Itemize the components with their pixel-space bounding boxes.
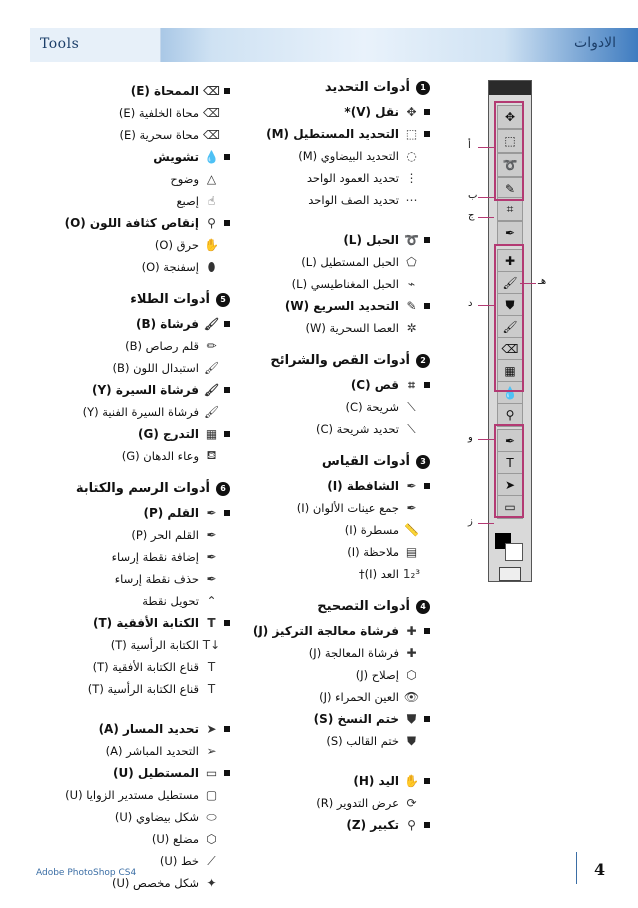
header-title-ar: الادوات bbox=[574, 35, 616, 51]
tool-label: التحديد المستطيل (M) bbox=[266, 127, 399, 141]
freeform-pen-icon: ✒ bbox=[206, 528, 217, 542]
tool-label: فرشاة السيرة الفنية (Y) bbox=[82, 405, 199, 419]
tool-row bbox=[70, 190, 230, 212]
polygonal-lasso-icon: ⬠ bbox=[406, 255, 417, 269]
tool-row bbox=[270, 730, 430, 752]
tool-label: مسطرة (I) bbox=[344, 523, 399, 537]
primary-tool-bullet bbox=[224, 431, 230, 437]
toolbox-label-d: د bbox=[468, 298, 473, 309]
tool-row bbox=[252, 620, 430, 642]
background-eraser-icon: ⌫ bbox=[203, 106, 220, 120]
primary-tool-bullet bbox=[424, 822, 430, 828]
tool-label: مضلع (U) bbox=[151, 832, 199, 846]
tool-row bbox=[266, 123, 430, 145]
tool-group bbox=[266, 80, 430, 339]
red-eye-icon: 👁 bbox=[403, 690, 420, 704]
tool-label: الحبل المغناطيسي (L) bbox=[291, 277, 399, 291]
tb-marquee-icon[interactable]: ⬚ bbox=[497, 129, 523, 153]
toolbox-connector-c bbox=[478, 217, 494, 218]
tb-lasso-icon[interactable]: ➰ bbox=[497, 153, 523, 177]
tool-label: فرشاة السيرة (Y) bbox=[91, 383, 199, 397]
tool-row bbox=[270, 475, 430, 497]
primary-tool-bullet bbox=[224, 154, 230, 160]
tool-row bbox=[70, 80, 230, 102]
slice-icon: ⟋ bbox=[407, 399, 416, 414]
tool-label: الكتابة الأفقية (T) bbox=[92, 616, 199, 630]
single-row-icon: ⋯ bbox=[405, 193, 418, 207]
group-number-badge: 3 bbox=[416, 455, 430, 469]
count-icon: 1₂³ bbox=[402, 567, 421, 581]
tb-shape-icon[interactable]: ▭ bbox=[497, 495, 523, 519]
tool-label: المستطيل (U) bbox=[113, 766, 199, 780]
tool-row bbox=[270, 497, 430, 519]
vertical-type-mask-icon: T bbox=[207, 682, 216, 696]
spot-healing-icon: ✚ bbox=[406, 624, 417, 638]
eyedropper-icon: ✒ bbox=[406, 479, 417, 493]
eraser-icon: ⌫ bbox=[203, 84, 220, 98]
header-title-en: Tools bbox=[40, 36, 80, 52]
tool-label: قلم رصاص (B) bbox=[125, 339, 199, 353]
toolbox-label-g: ز bbox=[468, 516, 473, 527]
art-history-brush-icon: 🖌 bbox=[203, 405, 220, 419]
tool-row bbox=[270, 664, 430, 686]
tool-label: وعاء الدهان (G) bbox=[121, 449, 199, 463]
history-brush-icon: 🖌 bbox=[203, 383, 220, 397]
quick-mask-button[interactable] bbox=[499, 567, 521, 581]
tool-row bbox=[270, 251, 430, 273]
tool-group-title bbox=[270, 353, 430, 368]
rotate-view-icon: ⟳ bbox=[406, 796, 417, 810]
ellipse-icon: ⬭ bbox=[206, 809, 217, 824]
group-title-text: أدوات القياس bbox=[321, 454, 410, 469]
tool-row bbox=[270, 145, 430, 167]
tool-label: نقل (V)* bbox=[344, 105, 399, 119]
group-number-badge: 6 bbox=[216, 482, 230, 496]
tool-label: القلم (P) bbox=[143, 506, 199, 520]
tool-label: تكبير (Z) bbox=[346, 818, 399, 832]
tool-row bbox=[70, 502, 230, 524]
toolbox-group-f-highlight bbox=[494, 424, 524, 518]
sharpen-icon: △ bbox=[206, 172, 217, 186]
convert-point-icon: ⌃ bbox=[206, 594, 217, 608]
magic-eraser-icon: ⌫ bbox=[203, 128, 220, 142]
tb-blur-icon[interactable]: 💧 bbox=[497, 381, 523, 405]
smudge-icon: ☝ bbox=[207, 194, 216, 208]
spacer bbox=[70, 700, 230, 718]
tool-row bbox=[70, 357, 230, 379]
toolbox-connector-f bbox=[478, 439, 494, 440]
tool-group bbox=[252, 599, 430, 836]
group-title-text: أدوات الطلاء bbox=[130, 292, 210, 307]
tool-row bbox=[270, 189, 430, 211]
toolbox-label-a: أ bbox=[468, 140, 471, 151]
tool-row bbox=[270, 295, 430, 317]
tool-row bbox=[70, 634, 230, 656]
header-banner bbox=[30, 28, 638, 62]
right-column bbox=[252, 80, 430, 850]
tool-label: العصا السحرية (W) bbox=[305, 321, 399, 335]
tool-label: فرشاة معالجة التركيز (J) bbox=[252, 624, 399, 638]
single-column-icon: ⋮ bbox=[405, 171, 418, 185]
group-title-text: أدوات التصحيح bbox=[317, 599, 410, 614]
tool-label: شريحة (C) bbox=[345, 400, 399, 414]
tool-label: ختم النسخ (S) bbox=[313, 712, 399, 726]
tool-label: الكتابة الرأسية (T) bbox=[110, 638, 199, 652]
tool-label: ملاحظة (I) bbox=[347, 545, 399, 559]
gradient-icon: ▦ bbox=[205, 427, 218, 441]
primary-tool-bullet bbox=[224, 387, 230, 393]
tb-stamp-icon[interactable]: ⛊ bbox=[497, 293, 523, 317]
tool-label: حذف نقطة إرساء bbox=[114, 572, 199, 586]
primary-tool-bullet bbox=[424, 382, 430, 388]
primary-tool-bullet bbox=[424, 303, 430, 309]
tool-label: شكل بيضاوي (U) bbox=[114, 810, 199, 824]
tool-label: جمع عينات الألوان (I) bbox=[296, 501, 399, 515]
tool-row bbox=[270, 519, 430, 541]
delete-anchor-icon: ✒ bbox=[206, 572, 217, 586]
tool-label: ختم القالب (S) bbox=[326, 734, 399, 748]
tb-type-icon[interactable]: T bbox=[497, 451, 523, 475]
tool-row bbox=[70, 335, 230, 357]
toolbox-group-a-highlight bbox=[494, 101, 524, 201]
tool-row bbox=[70, 762, 230, 784]
sponge-icon: ⬮ bbox=[207, 259, 216, 274]
tool-row bbox=[70, 445, 230, 467]
zoom-icon: ⚲ bbox=[407, 818, 416, 832]
primary-tool-bullet bbox=[224, 88, 230, 94]
tool-group-title bbox=[70, 292, 230, 307]
tool-row bbox=[70, 401, 230, 423]
tool-label: وضوح bbox=[170, 172, 199, 186]
tool-label: مستطيل مستدير الزوايا (U) bbox=[65, 788, 199, 802]
tool-group-title bbox=[70, 481, 230, 496]
tool-label: استبدال اللون (B) bbox=[112, 361, 199, 375]
tool-label: فرشاة المعالجة (J) bbox=[308, 646, 399, 660]
tool-label: إصبع bbox=[176, 194, 199, 208]
toolbox-connector-d bbox=[478, 305, 494, 306]
tool-group-title bbox=[270, 599, 430, 614]
tool-row bbox=[70, 612, 230, 634]
tool-label: إنقاص كثافة اللون (O) bbox=[64, 216, 199, 230]
tool-row bbox=[270, 273, 430, 295]
tool-label: تحديد المسار (A) bbox=[98, 722, 199, 736]
group-number-badge: 1 bbox=[416, 81, 430, 95]
tool-row bbox=[270, 101, 430, 123]
group-number-badge: 4 bbox=[416, 600, 430, 614]
tool-group bbox=[270, 454, 430, 585]
tool-row bbox=[70, 656, 230, 678]
toolbox-connector-a bbox=[478, 147, 494, 148]
tool-group-title bbox=[270, 454, 430, 469]
primary-tool-bullet bbox=[224, 770, 230, 776]
toolbox-label-e: هـ bbox=[538, 276, 547, 287]
tool-row bbox=[70, 568, 230, 590]
tool-row bbox=[70, 806, 230, 828]
rectangle-icon: ▭ bbox=[205, 766, 218, 780]
toolbox-label-f: و bbox=[468, 432, 473, 443]
tool-group bbox=[65, 481, 230, 894]
toolbox-header bbox=[489, 81, 531, 95]
tool-row bbox=[270, 317, 430, 339]
tool-row bbox=[70, 379, 230, 401]
color-replacement-icon: 🖌 bbox=[203, 361, 220, 375]
banner-left-panel bbox=[30, 28, 161, 62]
pencil-icon: ✏ bbox=[206, 339, 217, 353]
toolbox-connector-b bbox=[478, 197, 494, 198]
tool-label: إسفنجة (O) bbox=[141, 260, 199, 274]
tool-row bbox=[270, 418, 430, 440]
horizontal-type-mask-icon: T bbox=[207, 660, 216, 674]
line-icon: ⟍ bbox=[207, 853, 216, 868]
tool-group bbox=[64, 80, 230, 278]
tool-label: خط (U) bbox=[159, 854, 199, 868]
footer-book-title: Adobe PhotoShop CS4 bbox=[36, 868, 137, 878]
tool-row bbox=[70, 256, 230, 278]
primary-tool-bullet bbox=[424, 628, 430, 634]
tool-row bbox=[70, 546, 230, 568]
tool-label: القلم الحر (P) bbox=[131, 528, 199, 542]
tool-row bbox=[270, 541, 430, 563]
spacer bbox=[270, 752, 430, 770]
primary-tool-bullet bbox=[424, 778, 430, 784]
primary-tool-bullet bbox=[424, 716, 430, 722]
tool-row bbox=[70, 718, 230, 740]
primary-tool-bullet bbox=[424, 483, 430, 489]
slice-select-icon: ⟋ bbox=[407, 421, 416, 436]
custom-shape-icon: ✦ bbox=[206, 876, 217, 890]
tool-row bbox=[270, 563, 430, 585]
tool-label: قص (C) bbox=[350, 378, 399, 392]
tb-brush-icon[interactable]: 🖌 bbox=[497, 271, 523, 295]
primary-tool-bullet bbox=[224, 321, 230, 327]
tool-label: الحبل (L) bbox=[343, 233, 399, 247]
tool-label: الممحاة (E) bbox=[130, 84, 199, 98]
clone-stamp-icon: ⛊ bbox=[407, 711, 417, 726]
blur-icon: 💧 bbox=[204, 150, 219, 164]
marquee-ellipse-icon: ◌ bbox=[406, 149, 417, 163]
tool-label: فرشاة (B) bbox=[135, 317, 199, 331]
patch-icon: ⬡ bbox=[406, 668, 417, 682]
pattern-stamp-icon: ⛊ bbox=[407, 733, 417, 748]
toolbox-label-c: ج bbox=[468, 210, 475, 221]
add-anchor-icon: ✒ bbox=[206, 550, 217, 564]
primary-tool-bullet bbox=[224, 726, 230, 732]
tool-group-title bbox=[270, 80, 430, 95]
tb-crop-icon[interactable]: ⌗ bbox=[497, 197, 523, 221]
tool-label: قناع الكتابة الرأسية (T) bbox=[87, 682, 199, 696]
spacer bbox=[270, 211, 430, 229]
tool-row bbox=[70, 524, 230, 546]
tool-label: شكل مخصص (U) bbox=[111, 876, 199, 890]
healing-brush-icon: ✚ bbox=[406, 646, 417, 660]
tool-group bbox=[270, 353, 430, 440]
primary-tool-bullet bbox=[424, 109, 430, 115]
tool-label: قناع الكتابة الأفقية (T) bbox=[92, 660, 199, 674]
tool-row bbox=[270, 814, 430, 836]
group-title-text: أدوات التحديد bbox=[324, 80, 410, 95]
tool-group bbox=[70, 292, 230, 467]
group-title-text: أدوات الرسم والكتابة bbox=[75, 481, 210, 496]
tool-row bbox=[70, 234, 230, 256]
tb-move-icon[interactable]: ✥ bbox=[497, 105, 523, 129]
crop-icon: ⌗ bbox=[408, 377, 415, 392]
tool-row bbox=[70, 102, 230, 124]
footer-separator bbox=[576, 852, 577, 884]
burn-icon: ✋ bbox=[204, 238, 219, 252]
page-number: 4 bbox=[594, 860, 606, 879]
tool-label: اليد (H) bbox=[353, 774, 399, 788]
lasso-icon: ➰ bbox=[404, 233, 419, 247]
tool-label: إصلاح (J) bbox=[355, 668, 399, 682]
direct-selection-icon: ➢ bbox=[206, 744, 217, 758]
tool-row bbox=[65, 784, 230, 806]
tool-row bbox=[70, 740, 230, 762]
tb-quick-selection-icon[interactable]: ✎ bbox=[497, 177, 523, 201]
tool-label: الحبل المستطيل (L) bbox=[301, 255, 399, 269]
toolbox-connector-e bbox=[520, 283, 536, 284]
magnetic-lasso-icon: ⌁ bbox=[407, 277, 416, 291]
tool-label: حرق (O) bbox=[154, 238, 199, 252]
marquee-rect-icon: ⬚ bbox=[405, 127, 418, 141]
tool-label: التحديد المباشر (A) bbox=[105, 744, 199, 758]
tool-row bbox=[70, 423, 230, 445]
tool-row bbox=[70, 146, 230, 168]
tool-label: التحديد البيضاوي (M) bbox=[298, 149, 399, 163]
tb-eyedropper-icon[interactable]: ✒ bbox=[497, 221, 523, 245]
primary-tool-bullet bbox=[224, 220, 230, 226]
tb-path-selection-icon[interactable]: ➤ bbox=[497, 473, 523, 497]
pen-icon: ✒ bbox=[206, 506, 217, 520]
path-selection-icon: ➤ bbox=[206, 722, 217, 736]
tool-row bbox=[270, 229, 430, 251]
quick-selection-icon: ✎ bbox=[406, 299, 417, 313]
toolbox-group-d-highlight bbox=[494, 244, 524, 392]
tool-row bbox=[64, 212, 230, 234]
dodge-icon: ⚲ bbox=[207, 216, 216, 230]
tool-row bbox=[270, 374, 430, 396]
tool-row bbox=[270, 708, 430, 730]
tool-row bbox=[270, 167, 430, 189]
background-color-swatch[interactable] bbox=[505, 543, 523, 561]
tool-row bbox=[270, 770, 430, 792]
tool-row bbox=[70, 828, 230, 850]
tb-gradient-icon[interactable]: ▦ bbox=[497, 359, 523, 383]
tb-pen-icon[interactable]: ✒ bbox=[497, 429, 523, 453]
tool-label: تحويل نقطة bbox=[142, 594, 199, 608]
tool-row bbox=[70, 313, 230, 335]
note-icon: ▤ bbox=[405, 545, 418, 559]
toolbox-connector-g bbox=[478, 523, 494, 524]
tool-row bbox=[70, 678, 230, 700]
tb-healing-icon[interactable]: ✚ bbox=[497, 249, 523, 273]
tool-row bbox=[270, 396, 430, 418]
brush-icon: 🖌 bbox=[203, 317, 220, 331]
tool-row bbox=[70, 168, 230, 190]
tool-label: محاة الخلفية (E) bbox=[118, 106, 199, 120]
ruler-icon: 📏 bbox=[404, 523, 419, 537]
primary-tool-bullet bbox=[424, 237, 430, 243]
paint-bucket-icon: ⛾ bbox=[206, 448, 217, 462]
color-sampler-icon: ✒ bbox=[406, 501, 417, 515]
tool-label: التدرج (G) bbox=[137, 427, 199, 441]
tool-row bbox=[270, 686, 430, 708]
tool-label: تشويش bbox=[153, 150, 199, 164]
tool-row bbox=[270, 642, 430, 664]
rounded-rect-icon: ▢ bbox=[205, 788, 218, 802]
hand-icon: ✋ bbox=[404, 774, 419, 788]
tool-label: الشافطة (I) bbox=[327, 479, 399, 493]
tool-row bbox=[70, 590, 230, 612]
primary-tool-bullet bbox=[224, 620, 230, 626]
tool-label: تحديد العمود الواحد bbox=[306, 171, 399, 185]
tool-label: عرض التدوير (R) bbox=[316, 796, 399, 810]
left-column bbox=[64, 80, 230, 908]
tool-row bbox=[70, 124, 230, 146]
horizontal-type-icon: T bbox=[207, 616, 216, 630]
group-title-text: أدوات القص والشرائح bbox=[270, 353, 410, 368]
primary-tool-bullet bbox=[424, 131, 430, 137]
move-icon: ✥ bbox=[406, 105, 417, 119]
tb-history-brush-icon[interactable]: 🖌 bbox=[497, 315, 523, 339]
magic-wand-icon: ✲ bbox=[406, 321, 417, 335]
vertical-type-icon: ↓T bbox=[202, 638, 221, 652]
toolbox-label-b: ب bbox=[468, 190, 478, 201]
tool-label: إضافة نقطة إرساء bbox=[111, 550, 199, 564]
tb-eraser-icon[interactable]: ⌫ bbox=[497, 337, 523, 361]
tool-label: تحديد الصف الواحد bbox=[308, 193, 399, 207]
tool-row bbox=[270, 792, 430, 814]
tool-label: محاة سحرية (E) bbox=[119, 128, 199, 142]
group-number-badge: 2 bbox=[416, 354, 430, 368]
tb-dodge-icon[interactable]: ⚲ bbox=[497, 403, 523, 427]
tool-label: العين الحمراء (J) bbox=[319, 690, 399, 704]
primary-tool-bullet bbox=[224, 510, 230, 516]
tool-label: تحديد شريحة (C) bbox=[316, 422, 399, 436]
polygon-icon: ⬡ bbox=[206, 832, 217, 846]
group-number-badge: 5 bbox=[216, 293, 230, 307]
tool-label: التحديد السريع (W) bbox=[284, 299, 399, 313]
tool-label: العد (I)† bbox=[358, 567, 399, 581]
